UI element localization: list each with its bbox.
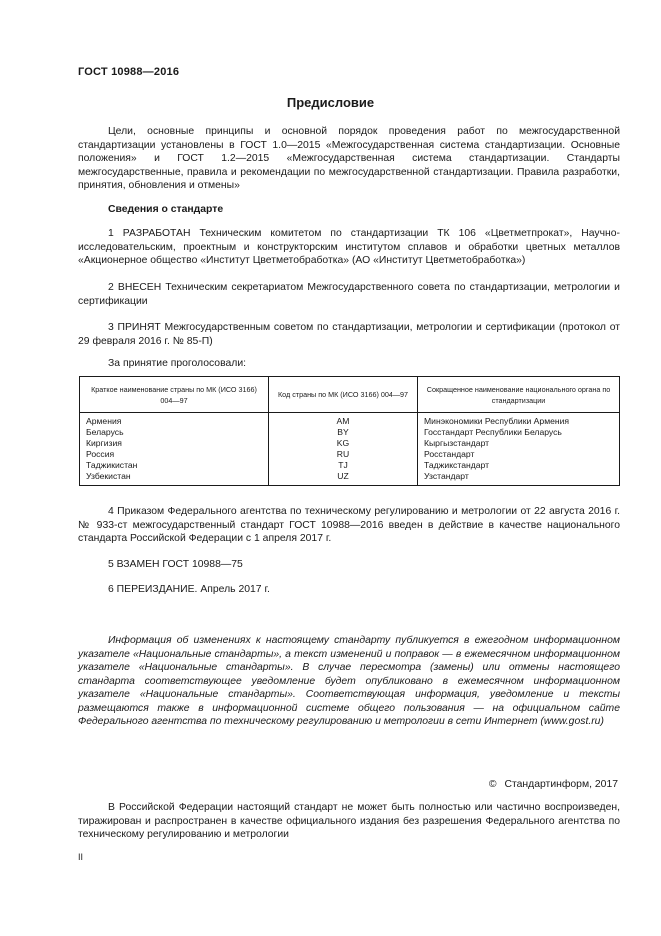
table-header-row bbox=[80, 377, 620, 413]
header-country-code: Код страны по МК (ИСО 3166) 004—97 bbox=[269, 377, 418, 413]
country-code: RU bbox=[269, 449, 418, 460]
info-notice: Информация об изменениях к настоящему стандарту публикуется в ежегодном информационном указателе «Национальные стандарты», а текст изменений и поправок — в ежемесячном информационном указателе «Национальные стандарты». В случае пересмотра (замены) или отмены настоящего стандарта соответствующее уведомление будет опубликовано в ежемесячном информационном указателе «Национальные стандарты». Соответствующая информация, уведомление и тексты размещаются также в информационной системе общего пользования — на официальном сайте Федерального агентства по техническому регулированию и метрологии в сети Интернет (www.gost.ru) bbox=[78, 635, 620, 727]
standards-body: Росстандарт bbox=[418, 449, 620, 460]
standards-body: Минэкономики Республики Армения bbox=[418, 413, 620, 428]
country-name: Россия bbox=[80, 449, 269, 460]
header-country-name: Краткое наименование страны по МК (ИСО 3166) 004—97 bbox=[80, 377, 269, 413]
table-row bbox=[80, 460, 620, 471]
standards-body: Таджикстандарт bbox=[418, 460, 620, 471]
intro-paragraph: Цели, основные принципы и основной порядок проведения работ по межгосударственной стандартизации установлены в ГОСТ 1.0—2015 «Межгосударственная система стандартизации. Основные положения» и ГОСТ 1.2—2015 «Межгосударственная система стандартизации. Стандарты межгосударственные, правила и рекомендации по межгосударственной стандартизации. Правила разработки, принятия, обновления и отмены» bbox=[78, 126, 620, 191]
country-name: Узбекистан bbox=[80, 471, 269, 486]
table-row bbox=[80, 413, 620, 428]
country-name: Таджикистан bbox=[80, 460, 269, 471]
country-code: KG bbox=[269, 438, 418, 449]
page-title: Предисловие bbox=[286, 95, 375, 110]
table-row bbox=[80, 449, 620, 460]
item-replaces: 5 ВЗАМЕН ГОСТ 10988—75 bbox=[108, 559, 243, 570]
country-name: Армения bbox=[80, 413, 269, 428]
standard-code: ГОСТ 10988—2016 bbox=[78, 66, 180, 78]
page-number: II bbox=[78, 852, 84, 862]
item-introduced: 2 ВНЕСЕН Техническим секретариатом Межгосударственного совета по стандартизации, метрологии и сертификации bbox=[78, 282, 620, 307]
countries-table bbox=[79, 376, 620, 486]
country-code: TJ bbox=[269, 460, 418, 471]
country-name: Беларусь bbox=[80, 427, 269, 438]
standards-body: Кыргызстандарт bbox=[418, 438, 620, 449]
item-adopted: 3 ПРИНЯТ Межгосударственным советом по стандартизации, метрологии и сертификации (протокол от 29 февраля 2016 г. № 85-П) bbox=[78, 322, 620, 347]
item-reissue: 6 ПЕРЕИЗДАНИЕ. Апрель 2017 г. bbox=[108, 584, 270, 595]
country-code: UZ bbox=[269, 471, 418, 486]
section-title: Сведения о стандарте bbox=[108, 204, 224, 215]
voted-label: За принятие проголосовали: bbox=[108, 358, 247, 369]
table-row bbox=[80, 471, 620, 486]
header-standards-body: Сокращенное наименование национального органа по стандартизации bbox=[418, 377, 620, 413]
copyright-symbol: © bbox=[488, 779, 497, 790]
reproduction-notice: В Российской Федерации настоящий стандарт не может быть полностью или частично воспроизведен, тиражирован и распространен в качестве официального издания без разрешения Федерального агентства по техническому регулированию и метрологии bbox=[78, 802, 620, 840]
standards-body: Узстандарт bbox=[418, 471, 620, 486]
item-developed: 1 РАЗРАБОТАН Техническим комитетом по стандартизации ТК 106 «Цветметпрокат», Научно-исследовательским, проектным и конструкторским институтом сплавов и обработки цветных металлов «Акционерное общество «Институт Цветметобработка» (АО «Институт Цветметобработка») bbox=[78, 228, 620, 266]
country-name: Киргизия bbox=[80, 438, 269, 449]
country-code: BY bbox=[269, 427, 418, 438]
standards-body: Госстандарт Республики Беларусь bbox=[418, 427, 620, 438]
copyright-text: Стандартинформ, 2017 bbox=[504, 779, 618, 790]
item-enacted: 4 Приказом Федерального агентства по техническому регулированию и метрологии от 22 августа 2016 г. № 933-ст межгосударственный стандарт ГОСТ 10988—2016 введен в действие в качестве национального стандарта Российской Федерации с 1 апреля 2017 г. bbox=[78, 506, 620, 544]
table-row bbox=[80, 427, 620, 438]
country-code: AM bbox=[269, 413, 418, 428]
table-row bbox=[80, 438, 620, 449]
copyright bbox=[489, 779, 618, 790]
